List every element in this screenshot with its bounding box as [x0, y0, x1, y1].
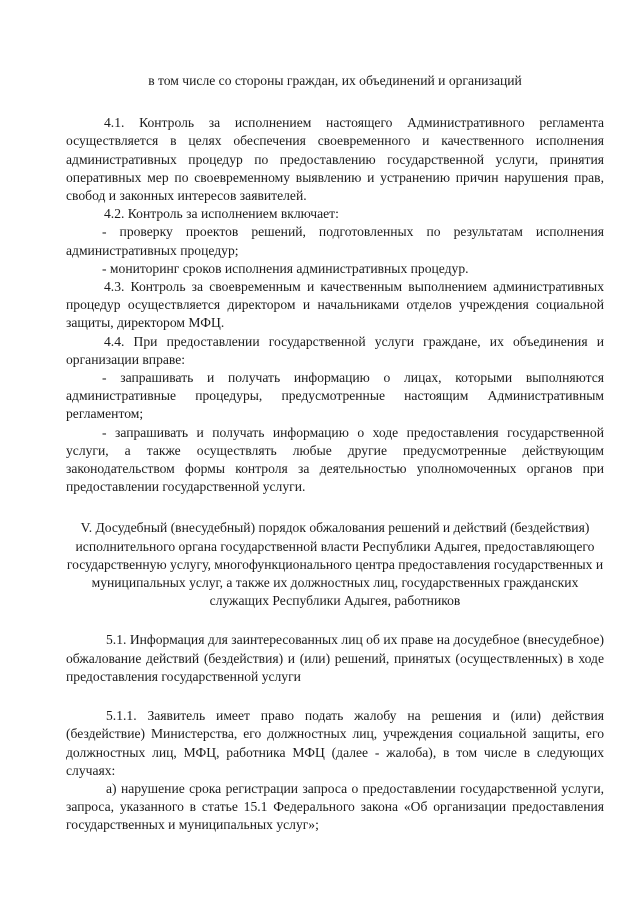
paragraph-4-3: 4.3. Контроль за своевременным и качественным выполнением административных процедур осуществляется директором и начальниками отделов учреждения социальной защиты, директором МФЦ.: [66, 279, 604, 331]
paragraph-4-4: 4.4. При предоставлении государственной услуги граждане, их объединения и организации вправе:: [66, 333, 604, 367]
paragraph-4-2: 4.2. Контроль за исполнением включает:: [104, 206, 339, 222]
list-item-4-4-a: - запрашивать и получать информацию о лицах, которыми выполняются административные процедуры, предусмотренные настоящим Административным регламентом;: [66, 370, 604, 422]
spacer: [66, 90, 604, 114]
paragraph-5-1-1: 5.1.1. Заявитель имеет право подать жалобу на решения и (или) действия (бездействие) Министерства, его должностных лиц, учреждения социальной защиты, его должностных лиц, МФЦ, работника МФЦ (далее - жалоба), в том числе в следующих случаях:: [66, 708, 604, 778]
spacer: [66, 496, 604, 519]
document-page: [66, 72, 604, 835]
spacer: [66, 610, 604, 631]
section-heading-continuation: в том числе со стороны граждан, их объединений и организаций: [148, 73, 522, 88]
spacer: [66, 686, 604, 707]
list-item-4-2-a: - проверку проектов решений, подготовленных по результатам исполнения административных процедур;: [66, 224, 604, 258]
paragraph-5-1: 5.1. Информация для заинтересованных лиц об их праве на досудебное (внесудебное) обжалование действий (бездействия) и (или) решений, принятых (осуществленных) в ходе предоставления государственной услуги: [66, 632, 604, 684]
list-item-5-1-1-a: а) нарушение срока регистрации запроса о предоставлении государственной услуги, запроса, указанного в статье 15.1 Федерального закона «Об организации предоставления государственных и муниципальных услуг»;: [66, 780, 604, 833]
list-item-4-4-b: - запрашивать и получать информацию о ходе предоставления государственной услуги, а также осуществлять любые другие предусмотренные действующим законодательством формы контроля за деятельностью уполномоченных органов при предоставлении государственной услуги.: [66, 424, 604, 495]
list-item-4-2-b: - мониторинг сроков исполнения административных процедур.: [102, 260, 469, 276]
paragraph-4-1: 4.1. Контроль за исполнением настоящего Административного регламента осуществляется в целях обеспечения своевременного и качественного исполнения административных процедур по предоставлению государственной услуги, принятия оперативных мер по своевременному выявлению и устранению причин нарушения прав, свобод и законных интересов заявителей.: [66, 115, 604, 204]
section-5-title: V. Досудебный (внесудебный) порядок обжалования решений и действий (бездействия) исполнительного органа государственной власти Республики Адыгея, предоставляющего государственную услугу, многофункционального центра предоставления государственных и муниципальных услуг, а также их должностных лиц, государственных гражданских служащих Республики Адыгея, работников: [66, 520, 604, 609]
